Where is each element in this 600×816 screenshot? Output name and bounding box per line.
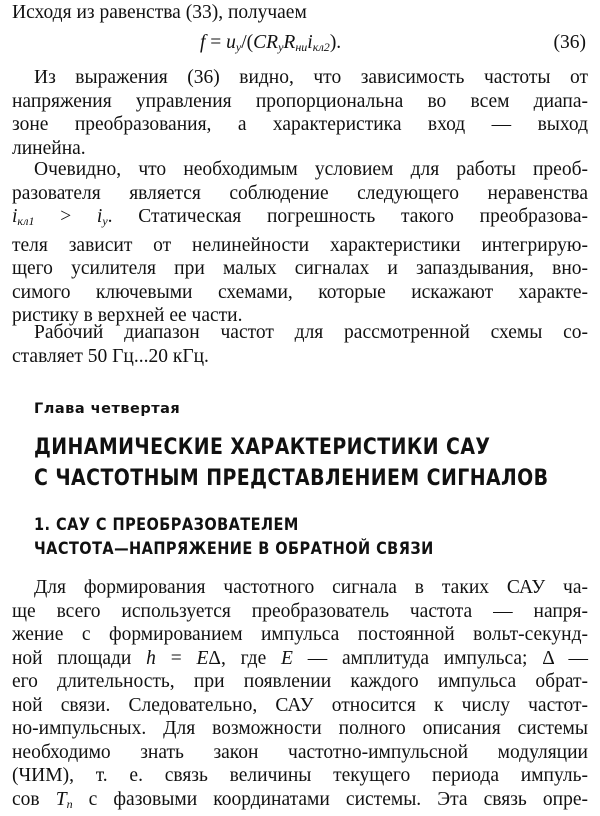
section-title-line: 1. САУ С ПРЕОБРАЗОВАТЕЛЕМ — [34, 513, 434, 537]
chapter-title-line: ДИНАМИЧЕСКИЕ ХАРАКТЕРИСТИКИ САУ — [34, 432, 549, 463]
text-line: симого ключевыми схемами, которые искажают характе- — [12, 281, 588, 305]
intro-line: Исходя из равенства (33), получаем — [12, 1, 588, 25]
chapter-title-line: С ЧАСТОТНЫМ ПРЕДСТАВЛЕНИЕМ СИГНАЛОВ — [34, 463, 549, 494]
formula-36 — [0, 32, 600, 58]
text-line: необходимо знать закон частотно-импульсной модуляции — [12, 741, 588, 765]
section-title — [34, 513, 434, 561]
text-line: разователя является соблюдение следующего неравенства — [12, 182, 588, 206]
text-line: Для формирования частотного сигнала в таких САУ ча- — [12, 576, 588, 600]
formula-number: (36) — [554, 32, 587, 54]
section-title-line: ЧАСТОТА—НАПРЯЖЕНИЕ В ОБРАТНОЙ СВЯЗИ — [34, 537, 434, 561]
text-line: его длительность, при появлении каждого импульса обрат- — [12, 670, 588, 694]
text-line: теля зависит от нелинейности характеристики интегрирую- — [12, 234, 588, 258]
text-line-formula: ной площади h = EΔ, где E — амплитуда импульса; Δ — — [12, 647, 588, 671]
text-line: но-импульсных. Для возможности полного описания системы — [12, 717, 588, 741]
paragraph-3 — [12, 321, 588, 368]
text-line: щего усилителя при малых сигналах и запаздывания, вно- — [12, 257, 588, 281]
paragraph-2 — [12, 158, 588, 328]
text-line: ставляет 50 Гц...20 кГц. — [12, 345, 588, 369]
text-line: Из выражения (36) видно, что зависимость частоты от — [12, 66, 588, 90]
text-line: зоне преобразования, а характеристика вход — выход — [12, 113, 588, 137]
text-line: линейна. — [12, 137, 588, 161]
intro-paragraph — [12, 1, 588, 25]
paragraph-4 — [12, 576, 588, 816]
text-line-inequality: $i_{кл1} > i_у$. Статическая погрешность такого преобразова- — [12, 205, 588, 234]
text-line: ной связи. Следовательно, САУ относится к числу частот- — [12, 694, 588, 718]
chapter-title — [34, 432, 549, 494]
paragraph-1 — [12, 66, 588, 160]
text-line-period: сов $T_n$ с фазовыми координатами системы. Эта связь опре- — [12, 788, 588, 816]
text-line: ще всего используется преобразователь частота — напря- — [12, 600, 588, 624]
text-line: Рабочий диапазон частот для рассмотренной схемы со- — [12, 321, 588, 345]
text-line: ристику в верхней ее части. — [12, 304, 588, 328]
text-line: жение с формированием импульса постоянной вольт-секунд- — [12, 623, 588, 647]
formula-expression: $f = u_у/(CR_уR_{ни}i_{кл2})$. — [200, 32, 341, 55]
chapter-label: Глава четвертая — [34, 401, 180, 417]
text-line: Очевидно, что необходимым условием для работы преоб- — [12, 158, 588, 182]
text-line: (ЧИМ), т. е. связь величины текущего периода импуль- — [12, 764, 588, 788]
text-line: напряжения управления пропорциональна во всем диапа- — [12, 90, 588, 114]
